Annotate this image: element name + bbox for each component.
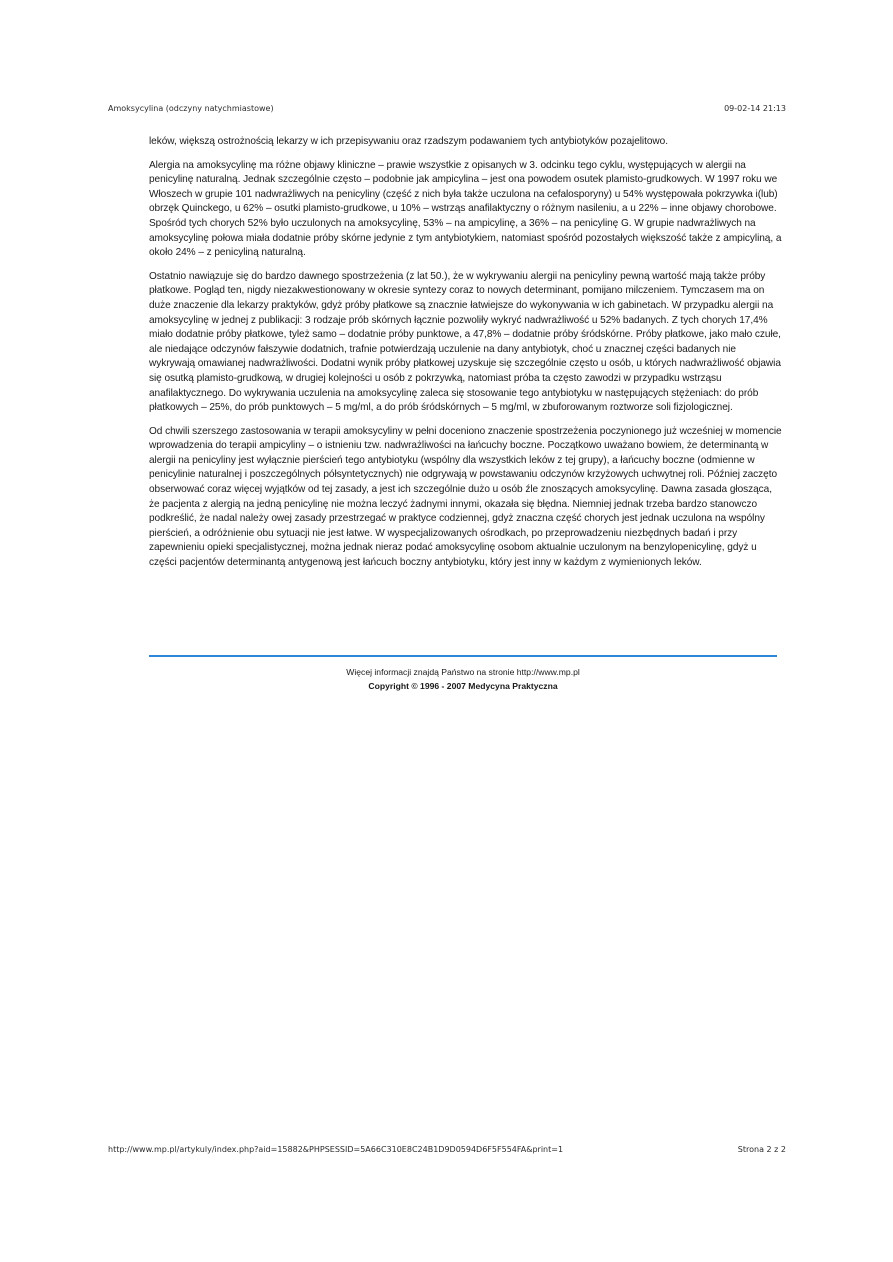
paragraph-continuation: leków, większą ostrożnością lekarzy w ich przepisywaniu oraz rzadszym podawaniem tych antybiotyków pozajelitowo. — [149, 136, 668, 147]
print-footer — [108, 1145, 786, 1159]
page-number: Strona 2 z 2 — [737, 1145, 786, 1154]
more-info-text: Więcej informacji znajdą Państwo na stronie http://www.mp.pl — [346, 667, 580, 677]
document-title: Amoksycylina (odczyny natychmiastowe) — [108, 104, 274, 113]
article-body — [149, 135, 782, 580]
paragraph-side-chains: Od chwili szerszego zastosowania w terapii amoksycyliny w pełni doceniono znaczenie spostrzeżenia poczynionego już wcześniej w momencie wprowadzenia do terapii ampicyliny – o istnieniu tzw. nadwrażliwości na łańcuchy boczne. Początkowo uważano bowiem, że determinantą w alergii na penicyliny jest wyłącznie pierścień tego antybiotyku (wspólny dla wszystkich leków z tej grupy), a łańcuchy boczne (odmienne w penicylinie naturalnej i poszczególnych półsyntetycznych) nie odgrywają w powstawaniu odczynów krzyżowych uchwytnej roli. Później zaczęto obserwować coraz więcej wyjątków od tej zasady, a jest ich szczególnie dużo u osób źle znoszących amoksycylinę. Dawna zasada głosząca, że pacjenta z alergią na jedną penicylinę nie można leczyć żadnymi innymi, okazała się błędna. Niemniej jednak trzeba bardzo stanowczo podkreślić, że nadal należy owej zasady przestrzegać w praktyce codziennej, gdyż znaczna część chorych jest jednak uczulona na wspólny pierścień, a odróżnienie obu sytuacji nie jest łatwe. W wyspecjalizowanych ośrodkach, po przeprowadzeniu niezbędnych badań i przy zapewnieniu opieki specjalistycznej, można jednak nieraz podać amoksycylinę osobom aktualnie uczulonym na benzylopenicylinę, gdyż u części pacjentów determinantą antygenową jest łańcuch boczny antybiotyku, który jest inny w każdym z wymienionych leków. — [149, 425, 782, 569]
print-header — [108, 104, 786, 118]
footer-divider — [149, 655, 777, 657]
paragraph-patch-tests: Ostatnio nawiązuje się do bardzo dawnego spostrzeżenia (z lat 50.), że w wykrywaniu alergii na penicyliny pewną wartość mają także próby płatkowe. Pogląd ten, nigdy niezakwestionowany w okresie syntezy coraz to nowych determinant, pomijano milczeniem. Tymczasem ma on duże znaczenie dla lekarzy praktyków, gdyż próby płatkowe są znacznie łatwiejsze do wykonywania w ich gabinetach. W przypadku alergii na amoksycylinę w jednej z publikacji: 3 rodzaje prób skórnych łącznie pozwoliły wykryć nadwrażliwość u 52% badanych. Z tych chorych 17,4% miało dodatnie próby płatkowe, tyleż samo – dodatnie próby punktowe, a 47,8% – dodatnie próby śródskórne. Próby płatkowe, jako mało czułe, ale niedające odczynów fałszywie dodatnich, trafnie potwierdzają uczulenie na dany antybiotyk, choć u znacznej części badanych nie wykrywają omawianej nadwrażliwości. Dodatni wynik próby płatkowej uzyskuje się szczególnie często u osób, u których nadwrażliwość objawia się osutką plamisto-grudkową, w drugiej kolejności u osób z pokrzywką, natomiast próba ta często zawodzi w przypadku wstrząsu anafilaktycznego. Do wykrywania uczulenia na amoksycylinę zaleca się stosowanie tego antybiotyku w następujących stężeniach: do prób płatkowych – 25%, do prób punktowych – 5 mg/ml, a do prób śródskórnych – 5 mg/ml, w zbuforowanym roztworze soli fizjologicznej. — [149, 270, 781, 414]
copyright-text: Copyright © 1996 - 2007 Medycyna Praktyczna — [368, 681, 558, 691]
page-url: http://www.mp.pl/artykuly/index.php?aid=15882&PHPSESSID=5A66C310E8C24B1D9D0594D6F5F554FA&print=1 — [108, 1145, 564, 1154]
paragraph-clinical-symptoms: Alergia na amoksycylinę ma różne objawy kliniczne – prawie wszystkie z opisanych w 3. odcinku tego cyklu, występujących w alergii na penicylinę naturalną. Jednak szczególnie często – podobnie jak ampicylina – jest ona powodem osutek plamisto-grudkowych. W 1997 roku we Włoszech w grupie 101 nadwrażliwych na penicyliny (część z nich była także uczulona na cefalosporyny) u 54% występowała pokrzywka i(lub) obrzęk Quinckego, u 62% – osutki plamisto-grudkowe, u 10% – wstrząs anafilaktyczny o różnym nasileniu, a u 22% – inne objawy chorobowe. Spośród tych chorych 52% było uczulonych na amoksycylinę, 53% – na ampicylinę, a 36% – na penicylinę G. W grupie nadwrażliwych na amoksycylinę połowa miała dodatnie próby skórne jedynie z tym antybiotykiem, natomiast spośród pozostałych większość także z ampicyliną, a około 24% – z penicyliną naturalną. — [149, 159, 782, 259]
print-datetime: 09-02-14 21:13 — [724, 104, 786, 113]
footer-info — [149, 665, 777, 693]
